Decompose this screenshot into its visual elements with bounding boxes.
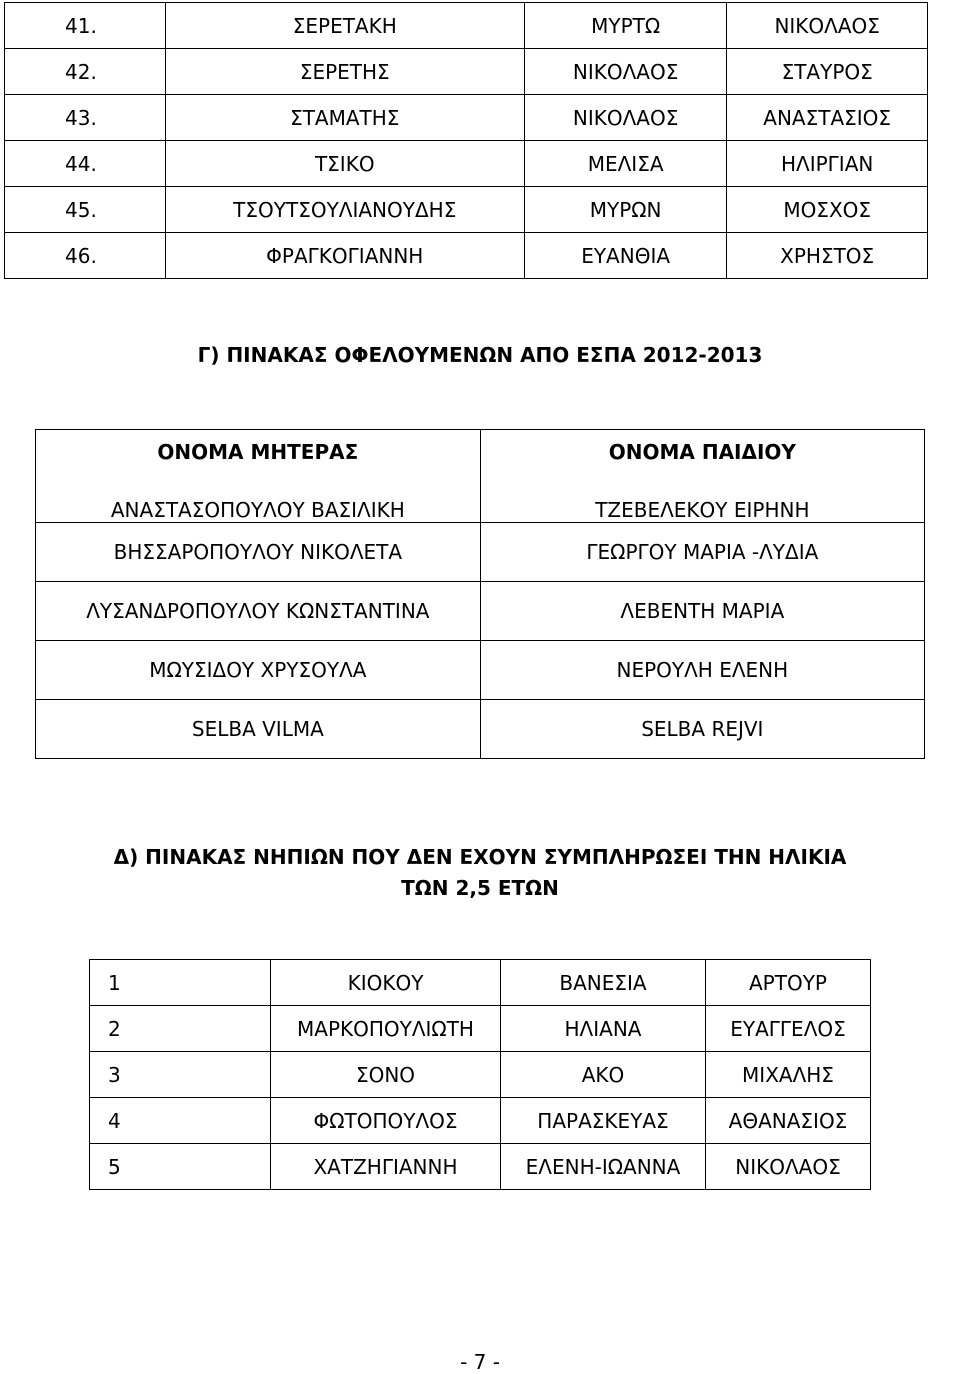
row-number: 3 (90, 1052, 271, 1098)
first-name-cell: ΗΛΙΑΝΑ (501, 1006, 706, 1052)
surname-cell: ΣΕΡΕΤΑΚΗ (165, 3, 524, 49)
table-row (90, 1144, 871, 1190)
first-name-cell: ΒΑΝΕΣΙΑ (501, 960, 706, 1006)
first-name-cell: ΜΥΡΩΝ (524, 187, 726, 233)
father-name-cell: ΝΙΚΟΛΑΟΣ (706, 1144, 871, 1190)
table-row (90, 1052, 871, 1098)
table-row (36, 641, 925, 700)
row-number: 45. (5, 187, 166, 233)
child-name-cell: ΝΕΡΟΥΛΗ ΕΛΕΝΗ (480, 641, 924, 700)
table-row (36, 700, 925, 759)
table-row (5, 3, 928, 49)
father-name-cell: ΗΛΙΡΓΙΑΝ (727, 141, 928, 187)
child-column (480, 430, 924, 523)
first-name-cell: ΑΚΟ (501, 1052, 706, 1098)
father-name-cell: ΝΙΚΟΛΑΟΣ (727, 3, 928, 49)
first-name-cell: ΕΛΕΝΗ-ΙΩΑΝΝΑ (501, 1144, 706, 1190)
child-name-header: ΟΝΟΜΑ ΠΑΙΔΙΟΥ (608, 440, 796, 464)
table-row (5, 187, 928, 233)
table-row (90, 1098, 871, 1144)
section-d-heading-line2: ΤΩΝ 2,5 ΕΤΩΝ (401, 876, 559, 900)
first-name-cell: ΜΥΡΤΩ (524, 3, 726, 49)
row-number: 44. (5, 141, 166, 187)
infants-table (89, 959, 871, 1190)
page-number: - 7 - (460, 1350, 500, 1374)
first-name-cell: ΕΥΑΝΘΙΑ (524, 233, 726, 279)
child-name-cell: ΤΖΕΒΕΛΕΚΟΥ ΕΙΡΗΝΗ (595, 498, 810, 522)
surname-cell: ΦΡΑΓΚΟΓΙΑΝΝΗ (165, 233, 524, 279)
father-name-cell: ΑΘΑΝΑΣΙΟΣ (706, 1098, 871, 1144)
row-number: 42. (5, 49, 166, 95)
surname-cell: ΣΤΑΜΑΤΗΣ (165, 95, 524, 141)
surname-cell: ΤΣΟΥΤΣΟΥΛΙΑΝΟΥΔΗΣ (165, 187, 524, 233)
father-name-cell: ΑΝΑΣΤΑΣΙΟΣ (727, 95, 928, 141)
first-name-cell: ΝΙΚΟΛΑΟΣ (524, 49, 726, 95)
row-number: 5 (90, 1144, 271, 1190)
row-number: 1 (90, 960, 271, 1006)
surname-cell: ΜΑΡΚΟΠΟΥΛΙΩΤΗ (271, 1006, 501, 1052)
father-name-cell: ΜΟΣΧΟΣ (727, 187, 928, 233)
table-row (90, 960, 871, 1006)
child-name-cell: ΛΕΒΕΝΤΗ ΜΑΡΙΑ (480, 582, 924, 641)
table-row (5, 141, 928, 187)
surname-cell: ΧΑΤΖΗΓΙΑΝΝΗ (271, 1144, 501, 1190)
table-row (36, 582, 925, 641)
row-number: 2 (90, 1006, 271, 1052)
father-name-cell: ΑΡΤΟΥΡ (706, 960, 871, 1006)
row-number: 41. (5, 3, 166, 49)
table-row (5, 95, 928, 141)
section-d-heading-line1: Δ) ΠΙΝΑΚΑΣ ΝΗΠΙΩΝ ΠΟΥ ΔΕΝ ΕΧΟΥΝ ΣΥΜΠΛΗΡΩΣΕΙ ΤΗΝ ΗΛΙΚΙΑ (113, 845, 847, 869)
father-name-cell: ΕΥΑΓΓΕΛΟΣ (706, 1006, 871, 1052)
mother-name-cell: ΜΩΥΣΙΔΟΥ ΧΡΥΣΟΥΛΑ (36, 641, 481, 700)
child-name-cell: ΓΕΩΡΓΟΥ ΜΑΡΙΑ -ΛΥΔΙΑ (480, 523, 924, 582)
row-number: 4 (90, 1098, 271, 1144)
father-name-cell: ΧΡΗΣΤΟΣ (727, 233, 928, 279)
table-row (5, 49, 928, 95)
surname-cell: ΤΣΙΚΟ (165, 141, 524, 187)
first-name-cell: ΝΙΚΟΛΑΟΣ (524, 95, 726, 141)
table-row (90, 1006, 871, 1052)
first-name-cell: ΜΕΛΙΣΑ (524, 141, 726, 187)
surname-cell: ΣΕΡΕΤΗΣ (165, 49, 524, 95)
mother-name-cell: ΑΝΑΣΤΑΣΟΠΟΥΛΟΥ ΒΑΣΙΛΙΚΗ (110, 498, 405, 522)
row-number: 46. (5, 233, 166, 279)
table-row (5, 233, 928, 279)
table-row (36, 430, 925, 523)
mother-name-cell: ΛΥΣΑΝΔΡΟΠΟΥΛΟΥ ΚΩΝΣΤΑΝΤΙΝΑ (36, 582, 481, 641)
section-c-heading: Γ) ΠΙΝΑΚΑΣ ΟΦΕΛΟΥΜΕΝΩΝ ΑΠΟ ΕΣΠΑ 2012-2013 (197, 343, 763, 367)
mother-name-header: ΟΝΟΜΑ ΜΗΤΕΡΑΣ (157, 440, 359, 464)
father-name-cell: ΜΙΧΑΛΗΣ (706, 1052, 871, 1098)
surname-cell: ΣΟΝΟ (271, 1052, 501, 1098)
table-row (36, 523, 925, 582)
mother-name-cell: SELBA VILMA (36, 700, 481, 759)
row-number: 43. (5, 95, 166, 141)
surname-cell: ΚΙΟΚΟΥ (271, 960, 501, 1006)
beneficiaries-list-table (4, 2, 928, 279)
first-name-cell: ΠΑΡΑΣΚΕΥΑΣ (501, 1098, 706, 1144)
surname-cell: ΦΩΤΟΠΟΥΛΟΣ (271, 1098, 501, 1144)
section-d-heading (0, 842, 960, 904)
mother-column (36, 430, 481, 523)
espa-beneficiaries-table (35, 429, 925, 759)
child-name-cell: SELBA REJVI (480, 700, 924, 759)
mother-name-cell: ΒΗΣΣΑΡΟΠΟΥΛΟΥ ΝΙΚΟΛΕΤΑ (36, 523, 481, 582)
father-name-cell: ΣΤΑΥΡΟΣ (727, 49, 928, 95)
